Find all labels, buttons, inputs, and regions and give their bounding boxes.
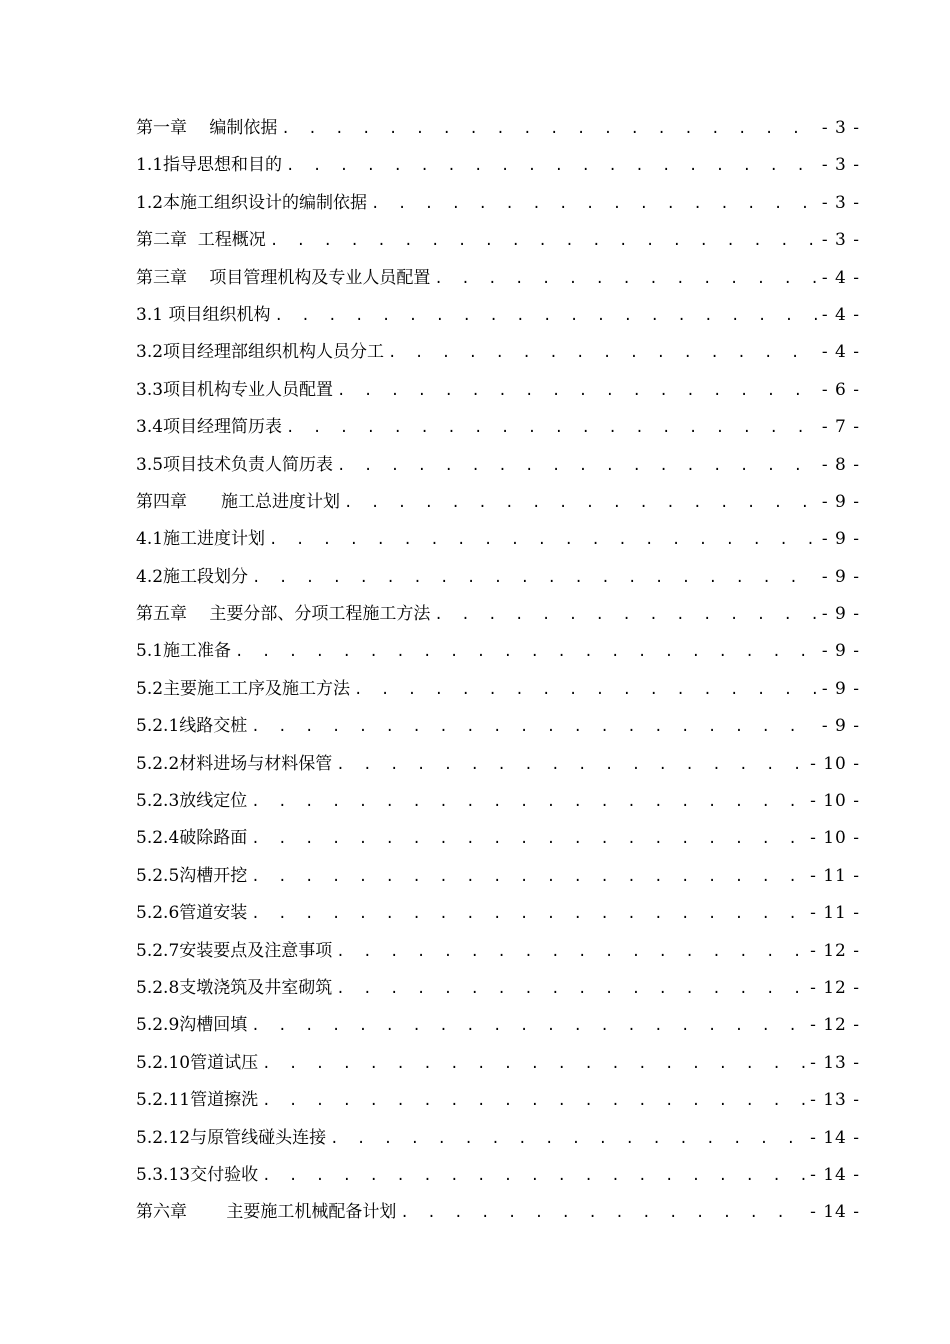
toc-dot-leader [434, 261, 817, 298]
toc-entry-page: - 6 - [821, 379, 860, 400]
toc-dot-leader [251, 709, 818, 746]
toc-entry[interactable] [136, 820, 860, 857]
toc-dot-leader [354, 672, 818, 709]
toc-entry-page: - 9 - [821, 604, 860, 625]
toc-entry[interactable] [136, 708, 860, 745]
toc-entry[interactable] [136, 671, 860, 708]
toc-entry-title: 5.2.3放线定位 [136, 791, 248, 812]
toc-entry-title: 5.2.1线路交桩 [136, 716, 248, 737]
toc-entry-title: 1.1指导思想和目的 [136, 155, 283, 176]
toc-entry-page: - 10 - [810, 791, 860, 812]
toc-entry-page: - 3 - [821, 155, 860, 176]
toc-entry[interactable] [136, 858, 860, 895]
toc-entry-page: - 9 - [821, 641, 860, 662]
toc-dot-leader [251, 784, 806, 821]
toc-entry-page: - 9 - [821, 716, 860, 737]
toc-entry-title: 5.2.9沟槽回填 [136, 1015, 248, 1036]
toc-entry-page: - 9 - [821, 566, 860, 587]
toc-entry-page: - 11 - [810, 865, 860, 886]
toc-dot-leader [371, 186, 818, 223]
toc-dot-leader [251, 896, 806, 933]
table-of-contents [136, 110, 860, 1232]
toc-entry-page: - 3 - [821, 118, 860, 138]
toc-entry-title: 4.1施工进度计划 [136, 529, 266, 550]
toc-entry-title: 第一章 编制依据 [136, 118, 278, 138]
toc-entry-page: - 8 - [821, 454, 860, 475]
toc-dot-leader [270, 223, 818, 260]
toc-entry-page: - 4 - [821, 267, 860, 288]
toc-entry-title: 第五章 主要分部、分项工程施工方法 [136, 604, 431, 625]
toc-entry-title: 1.2本施工组织设计的编制依据 [136, 192, 368, 213]
toc-dot-leader [337, 373, 818, 410]
toc-entry-page: - 13 - [810, 1090, 860, 1111]
toc-entry-title: 5.2.8支墩浇筑及井室砌筑 [136, 977, 333, 998]
toc-entry-title: 3.3项目机构专业人员配置 [136, 379, 334, 400]
toc-dot-leader [251, 1008, 806, 1045]
toc-entry-title: 5.2.10管道试压 [136, 1052, 259, 1073]
toc-entry[interactable] [136, 1082, 860, 1119]
toc-entry[interactable] [136, 447, 860, 484]
toc-entry-page: - 9 - [821, 491, 860, 512]
toc-entry[interactable] [136, 1194, 860, 1231]
toc-dot-leader [235, 634, 818, 671]
toc-dot-leader [336, 934, 806, 971]
toc-entry[interactable] [136, 185, 860, 222]
toc-entry-page: - 4 - [821, 342, 860, 363]
toc-entry-page: - 3 - [821, 230, 860, 251]
toc-dot-leader [336, 971, 806, 1008]
toc-dot-leader [400, 1195, 806, 1232]
toc-entry-title: 4.2施工段划分 [136, 566, 249, 587]
toc-entry[interactable] [136, 372, 860, 409]
toc-dot-leader [262, 1158, 806, 1195]
toc-entry-title: 第四章 施工总进度计划 [136, 491, 340, 512]
toc-dot-leader [434, 597, 817, 634]
toc-dot-leader [336, 747, 806, 784]
toc-entry[interactable] [136, 484, 860, 521]
toc-entry-title: 3.4项目经理简历表 [136, 417, 283, 438]
toc-entry[interactable] [136, 783, 860, 820]
toc-entry-title: 第三章 项目管理机构及专业人员配置 [136, 267, 431, 288]
toc-entry-page: - 14 - [810, 1127, 860, 1148]
toc-entry[interactable] [136, 933, 860, 970]
toc-entry-page: - 9 - [821, 529, 860, 550]
toc-entry[interactable] [136, 110, 860, 147]
toc-entry-page: - 12 - [810, 977, 860, 998]
toc-entry[interactable] [136, 1157, 860, 1194]
toc-entry[interactable] [136, 895, 860, 932]
toc-dot-leader [286, 410, 818, 447]
toc-entry-title: 3.2项目经理部组织机构人员分工 [136, 342, 385, 363]
toc-entry[interactable] [136, 596, 860, 633]
toc-dot-leader [286, 148, 818, 185]
toc-dot-leader [388, 335, 818, 372]
toc-dot-leader [281, 111, 817, 148]
toc-dot-leader [262, 1083, 806, 1120]
toc-dot-leader [330, 1121, 806, 1158]
toc-entry[interactable] [136, 409, 860, 446]
toc-entry-page: - 11 - [810, 903, 860, 924]
toc-entry-page: - 12 - [810, 1015, 860, 1036]
toc-entry[interactable] [136, 334, 860, 371]
toc-entry-title: 5.2.12与原管线碰头连接 [136, 1127, 327, 1148]
toc-entry-title: 5.2.4破除路面 [136, 828, 248, 849]
toc-dot-leader [251, 859, 806, 896]
toc-dot-leader [269, 522, 818, 559]
toc-entry[interactable] [136, 521, 860, 558]
toc-dot-leader [252, 560, 818, 597]
toc-entry-title: 5.3.13交付验收 [136, 1164, 259, 1185]
toc-entry[interactable] [136, 633, 860, 670]
toc-entry-title: 3.1 项目组织机构 [136, 304, 271, 325]
toc-entry-title: 5.2主要施工工序及施工方法 [136, 678, 351, 699]
toc-entry-title: 5.2.6管道安装 [136, 903, 248, 924]
toc-entry-page: - 14 - [810, 1164, 860, 1185]
toc-entry[interactable] [136, 1120, 860, 1157]
toc-entry[interactable] [136, 222, 860, 259]
toc-dot-leader [344, 485, 818, 522]
toc-entry-title: 5.2.5沟槽开挖 [136, 865, 248, 886]
toc-dot-leader [337, 448, 818, 485]
toc-entry[interactable] [136, 746, 860, 783]
toc-entry-page: - 9 - [821, 678, 860, 699]
toc-entry[interactable] [136, 559, 860, 596]
toc-entry[interactable] [136, 1045, 860, 1082]
toc-entry-page: - 3 - [821, 192, 860, 213]
toc-dot-leader [251, 821, 806, 858]
toc-entry-page: - 10 - [810, 753, 860, 774]
toc-entry-title: 3.5项目技术负责人简历表 [136, 454, 334, 475]
toc-entry-page: - 10 - [810, 828, 860, 849]
toc-entry[interactable] [136, 147, 860, 184]
toc-entry-page: - 14 - [810, 1202, 860, 1223]
toc-entry-title: 5.2.2材料进场与材料保管 [136, 753, 333, 774]
toc-entry-title: 5.2.7安装要点及注意事项 [136, 940, 333, 961]
toc-entry[interactable] [136, 1007, 860, 1044]
toc-entry-title: 第二章 工程概况 [136, 230, 266, 251]
toc-entry-page: - 12 - [810, 940, 860, 961]
toc-dot-leader [262, 1046, 806, 1083]
toc-entry[interactable] [136, 260, 860, 297]
toc-entry[interactable] [136, 297, 860, 334]
toc-entry-page: - 7 - [821, 417, 860, 438]
toc-entry-page: - 13 - [810, 1052, 860, 1073]
toc-entry[interactable] [136, 970, 860, 1007]
toc-entry-page: - 4 - [821, 304, 860, 325]
toc-entry-title: 5.1施工准备 [136, 641, 232, 662]
toc-entry-title: 5.2.11管道擦洗 [136, 1090, 259, 1111]
toc-entry-title: 第六章 主要施工机械配备计划 [136, 1202, 397, 1223]
toc-dot-leader [274, 298, 817, 335]
